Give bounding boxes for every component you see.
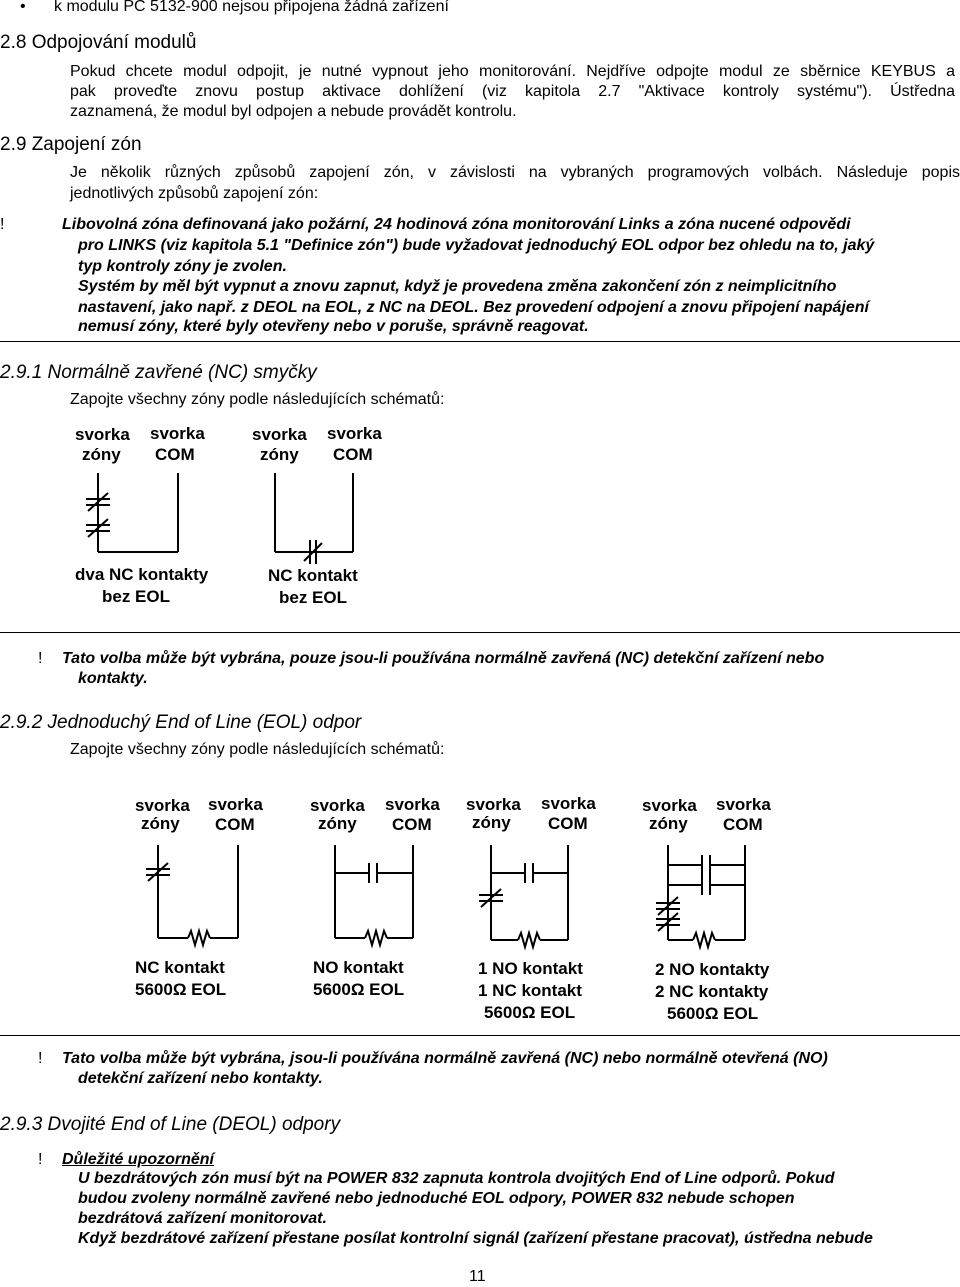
resistor-symbol: [693, 933, 715, 947]
terminal-com-label: COM: [392, 815, 432, 834]
section-title-2-9-2: 2.9.2 Jednoduchý End of Line (EOL) odpor: [0, 712, 362, 733]
terminal-zone-label: svorka: [310, 796, 365, 815]
diagram-1no-1nc-eol: [466, 794, 596, 1022]
section-title-2-9-3: 2.9.3 Dvojité End of Line (DEOL) odpory: [0, 1114, 341, 1135]
diagram-no-eol: [310, 795, 440, 999]
diagram-caption: 1 NO kontakt: [478, 959, 583, 978]
diagram-2no-2nc-eol: [642, 795, 771, 1023]
resistor-symbol: [518, 933, 540, 947]
terminal-zone-label: zóny: [260, 445, 299, 464]
diagram-two-nc-no-eol: [75, 424, 209, 606]
sec29-line-2: jednotlivých způsobů zapojení zón:: [70, 185, 319, 202]
diagram-caption: bez EOL: [102, 587, 171, 606]
note-mark: !: [38, 1151, 43, 1168]
diagram-caption: 5600Ω EOL: [135, 980, 227, 999]
diagram-caption: 5600Ω EOL: [484, 1003, 576, 1022]
divider: [0, 341, 960, 342]
sec29-note-line-5: nastavení, jako např. z DEOL na EOL, z NC na DEOL. Bez provedení odpojení a znovu připojení napájení: [78, 299, 869, 316]
terminal-com-label: svorka: [208, 795, 263, 814]
terminal-com-label: svorka: [385, 795, 440, 814]
no-contact-symbol: [668, 875, 745, 895]
terminal-zone-label: zóny: [649, 814, 688, 833]
diagram-caption: dva NC kontakty: [75, 565, 209, 584]
diagram-caption: NO kontakt: [313, 958, 404, 977]
nc-loop-diagrams: [0, 415, 960, 615]
diagram-caption: NC kontakt: [268, 566, 358, 585]
note-mark: !: [0, 216, 5, 233]
terminal-zone-label: svorka: [75, 425, 130, 444]
section-title-2-8: 2.8 Odpojování modulů: [0, 32, 197, 53]
terminal-zone-label: zóny: [82, 445, 121, 464]
terminal-zone-label: svorka: [135, 796, 190, 815]
sec293-note-line-2: budou zvoleny normálně zavřené nebo jednoduché EOL odpory, POWER 832 nebude schopen: [78, 1190, 795, 1207]
terminal-zone-label: zóny: [472, 813, 511, 832]
terminal-com-label: COM: [548, 814, 588, 833]
sec293-note-line-4: Když bezdrátové zařízení přestane posílat kontrolní signál (zařízení přestane pracovat), ústředna nebude: [78, 1230, 873, 1247]
terminal-zone-label: zóny: [318, 814, 357, 833]
diagram-caption: NC kontakt: [135, 958, 225, 977]
sec28-line-2: pak proveďte znovu postup aktivace dohlížení (viz kapitola 2.7 "Aktivace kontroly systému"). Ústředna: [70, 83, 955, 100]
terminal-zone-label: svorka: [466, 795, 521, 814]
sec293-note-title: Důležité upozornění: [62, 1151, 214, 1168]
terminal-com-label: svorka: [150, 424, 205, 443]
sec293-note-line-3: bezdrátová zařízení monitorovat.: [78, 1210, 327, 1227]
resistor-symbol: [188, 931, 210, 945]
terminal-com-label: svorka: [541, 794, 596, 813]
sec292-subtitle: Zapojte všechny zóny podle následujících schématů:: [70, 741, 445, 758]
note-mark: !: [38, 650, 43, 667]
terminal-com-label: COM: [155, 445, 195, 464]
no-contact-symbol: [491, 863, 568, 883]
sec29-note-line-3: typ kontroly zóny je zvolen.: [78, 258, 287, 275]
page-number: 11: [469, 1268, 486, 1285]
sec291-subtitle: Zapojte všechny zóny podle následujících schématů:: [70, 391, 445, 408]
diagram-caption: 2 NO kontakty: [655, 960, 770, 979]
sec292-note-line-1: Tato volba může být vybrána, jsou-li používána normálně zavřená (NC) nebo normálně otevřená (NO): [62, 1050, 828, 1067]
terminal-com-label: svorka: [716, 795, 771, 814]
terminal-zone-label: svorka: [642, 796, 697, 815]
diagram-caption: 5600Ω EOL: [667, 1004, 759, 1023]
bullet: •: [20, 0, 26, 15]
terminal-com-label: COM: [215, 815, 255, 834]
sec293-note-line-1: U bezdrátových zón musí být na POWER 832 zapnuta kontrola dvojitých End of Line odporů. Pokud: [78, 1170, 835, 1187]
terminal-com-label: COM: [333, 445, 373, 464]
terminal-zone-label: zóny: [141, 814, 180, 833]
no-contact-symbol: [668, 855, 745, 875]
terminal-com-label: COM: [723, 815, 763, 834]
terminal-zone-label: svorka: [252, 425, 307, 444]
no-contact-symbol: [335, 863, 413, 883]
terminal-com-label: svorka: [327, 424, 382, 443]
sec291-note-line-1: Tato volba může být vybrána, pouze jsou-li používána normálně zavřená (NC) detekční zařízení nebo: [62, 650, 825, 667]
sec291-note-line-2: kontakty.: [78, 670, 148, 687]
sec29-note-line-1: Libovolná zóna definovaná jako požární, 24 hodinová zóna monitorování Links a zóna nucené odpovědi: [62, 216, 851, 233]
diagram-caption: 5600Ω EOL: [313, 980, 405, 999]
diagram-one-nc-no-eol: [252, 424, 382, 607]
sec29-note-line-4: Systém by měl být vypnut a znovu zapnut, když je provedena změna zakončení zón z neimplicitního: [78, 278, 837, 295]
sec292-note-line-2: detekční zařízení nebo kontakty.: [78, 1070, 323, 1087]
intro-text: k modulu PC 5132-900 nejsou připojena žádná zařízení: [54, 0, 449, 15]
diagram-caption: 2 NC kontakty: [655, 982, 769, 1001]
resistor-symbol: [365, 931, 387, 945]
section-title-2-9-1: 2.9.1 Normálně zavřené (NC) smyčky: [0, 362, 317, 383]
divider: [0, 632, 960, 633]
divider: [0, 1035, 960, 1036]
sec29-line-1: Je několik různých způsobů zapojení zón, v závislosti na vybraných programových volbách. Následuje popis: [70, 164, 960, 181]
diagram-caption: 1 NC kontakt: [478, 981, 582, 1000]
section-title-2-9: 2.9 Zapojení zón: [0, 134, 142, 155]
sec28-line-1: Pokud chcete modul odpojit, je nutné vypnout jeho monitorování. Nejdříve odpojte modul ze sběrnice KEYBUS a: [70, 63, 955, 80]
sec28-line-3: zaznamená, že modul byl odpojen a nebude provádět kontrolu.: [70, 103, 517, 120]
eol-diagrams: [0, 785, 960, 1025]
note-mark: !: [38, 1050, 43, 1067]
sec29-note-line-6: nemusí zóny, které byly otevřeny nebo v poruše, správně reagovat.: [78, 318, 589, 335]
diagram-nc-eol: [135, 795, 263, 999]
diagram-caption: bez EOL: [279, 588, 348, 607]
sec29-note-line-2: pro LINKS (viz kapitola 5.1 "Definice zón") bude vyžadovat jednoduchý EOL odpor bez ohledu na to, jaký: [78, 237, 875, 254]
